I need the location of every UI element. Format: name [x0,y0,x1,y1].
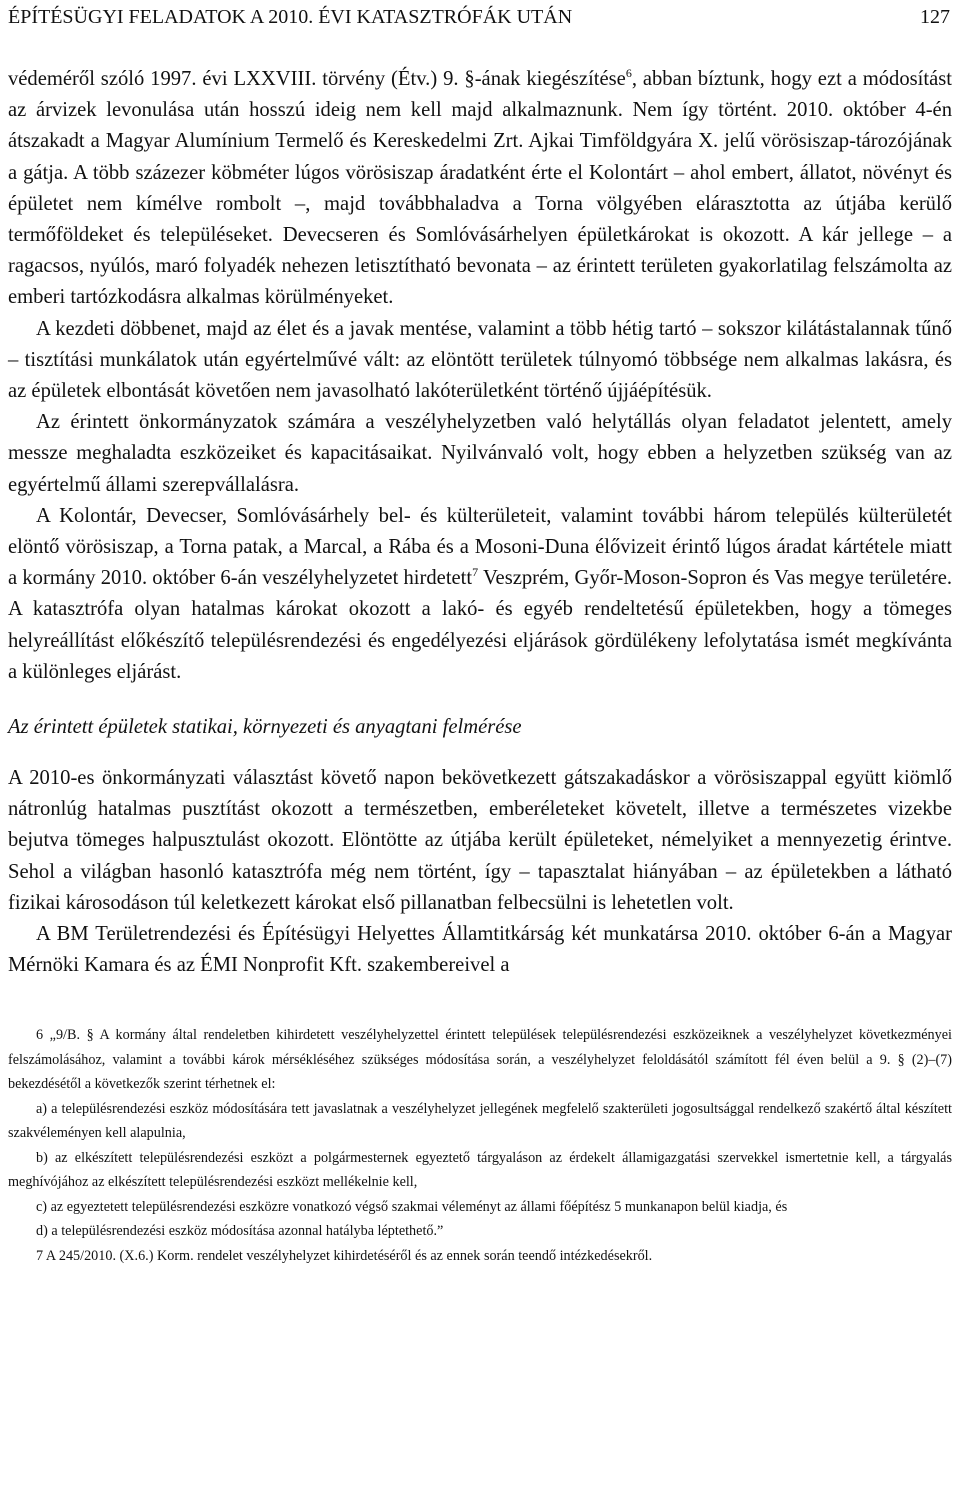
footnote-6: 6 „9/B. § A kormány által rendeletben kihirdetett veszélyhelyzettel érintett települések településrendezési eszközeiknek a veszélyhelyzet következményei felszámolásához, valamint a további károk mérsékléséhez szükséges módosítása során, a veszélyhelyzet feloldásától számított fél éven belül a 9. § (2)–(7) bekezdésétől a következők szerint térhetnek el: [8,1027,952,1093]
footnote-7: 7 A 245/2010. (X.6.) Korm. rendelet veszélyhelyzet kihirdetéséről és az ennek során teendő intézkedésekről. [36,1247,653,1264]
footnote-ref-6[interactable]: 6 [625,66,632,81]
paragraph-2: A kezdeti döbbenet, majd az élet és a javak mentése, valamint a több hétig tartó – sokszor kilátástalannak tűnő – tisztítási munkálatok után egyértelművé vált: az elöntött területek túlnyomó többsége nem alkalmas lakásra, és az épületek elbontását követően nem javasolható lakóterületként történő újjáépítésük. [8,317,952,403]
section-heading: Az érintett épületek statikai, környezeti és anyagtani felmérése [8,716,522,739]
footnote-6-item-d: d) a településrendezési eszköz módosítása azonnal hatályba léptethető.” [36,1223,444,1240]
paragraph-1 [8,64,952,314]
footnote-ref-7[interactable]: 7 [472,565,479,580]
document-page [8,0,952,1268]
paragraph-6: A BM Területrendezési és Építésügyi Helyettes Államtitkárság két munkatársa 2010. október 6-án a Magyar Mérnöki Kamara és az ÉMI Nonprofit Kft. szakembereivel a [8,923,952,977]
running-header [8,0,952,42]
body-text [8,64,952,981]
paragraph-3: Az érintett önkormányzatok számára a veszélyhelyzetben való helytállás olyan feladatot jelentett, amely messze meghaladta eszközeiket és kapacitásaikat. Nyilvánvaló volt, hogy ebben a helyzetben szükség van az egyértelmű állami szerepvállalásra. [8,411,952,496]
page-number: 127 [920,6,950,28]
paragraph-4 [8,501,952,688]
footnote-separator [8,981,952,1009]
paragraph-1-text-a: védeméről szóló 1997. évi LXXVIII. törvény (Étv.) 9. §-ának kiegészítése [8,68,626,90]
paragraph-4-text-b: Veszprém, Győr-Moson-Sopron és Vas megye területére. A katasztrófa olyan hatalmas károkat okozott a lakó- és egyéb rendeltetésű épületekben, hogy a tömeges helyreállítást előkészítő településrendezési és engedélyezési eljárások gördülékeny lefolytatása ismét megkívánta a különleges eljárást. [8,567,952,683]
header-title: ÉPÍTÉSÜGYI FELADATOK A 2010. ÉVI KATASZTRÓFÁK UTÁN [8,6,573,28]
footnote-6-item-c: c) az egyeztetett településrendezési eszközre vonatkozó végső szakmai véleményt az állami főépítész 5 munkanapon belül kiadja, és [36,1198,788,1215]
footnotes [8,1023,952,1268]
paragraph-5: A 2010-es önkormányzati választást követő napon bekövetkezett gátszakadáskor a vörösiszappal együtt kiömlő nátronlúg hatalmas pusztítást okozott a természetben, emberéleteket követelt, illetve a természetes vizekbe bejutva tömeges halpusztulást okozott. Elöntötte az útjába került épületeket, némelyiket a mennyezetig érintve. Sehol a világban hasonló katasztrófa még nem történt, így – tapasztalat hiányában – az épületekben a látható fizikai károsodáson túl keletkezett károkat első pillanatban felbecsülni is lehetetlen volt. [8,767,952,914]
paragraph-4-text-a: A Kolontár, Devecser, Somlóvásárhely bel- és külterületeit, valamint további három település külterületét elöntő vörösiszap, a Torna patak, a Marcal, a Rába és a Mosoni-Duna élővizeit érintő lúgos áradat kártétele miatt a kormány 2010. október 6-án veszélyhelyzetet hirdetett [8,504,952,590]
paragraph-1-text-b: , abban bíztunk, hogy ezt a módosítást az árvizek levonulása után hosszú ideig nem kell majd alkalmaznunk. Nem így történt. 2010. október 4-én átszakadt a Magyar Alumínium Termelő és Kereskedelmi Zrt. Ajkai Timföldgyára X. jelű vörösiszap-tározójának a gátja. A több százezer köbméter lúgos vörösiszap áradatként érte el Kolontárt – ahol embert, állatot, növényt és épületet nem kímélve rombolt –, majd továbbhaladva a Torna völgyében elárasztotta az útjába kerülő termőföldeket és településeket. Devecseren és Somlóvásárhelyen épületkárokat is okozott. A kár jellege – a ragacsos, nyúlós, maró folyadék nehezen letisztítható bevonata – az érintett területen gyakorlatilag felszámolta az emberi tartózkodásra alkalmas körülményeket. [8,68,952,309]
footnote-6-item-b: b) az elkészített településrendezési eszközt a polgármesternek egyeztető tárgyaláson az érdekelt államigazgatási szervekkel ismertetnie kell, a tárgyalás meghívójához az elkészített településrendezési eszközt mellékelnie kell, [8,1149,952,1191]
footnote-6-item-a: a) a településrendezési eszköz módosítására tett javaslatnak a veszélyhelyzet jellegének megfelelő szakterületi jogosultsággal rendelkező szakértő által készített szakvéleményen kell alapulnia, [8,1100,952,1142]
